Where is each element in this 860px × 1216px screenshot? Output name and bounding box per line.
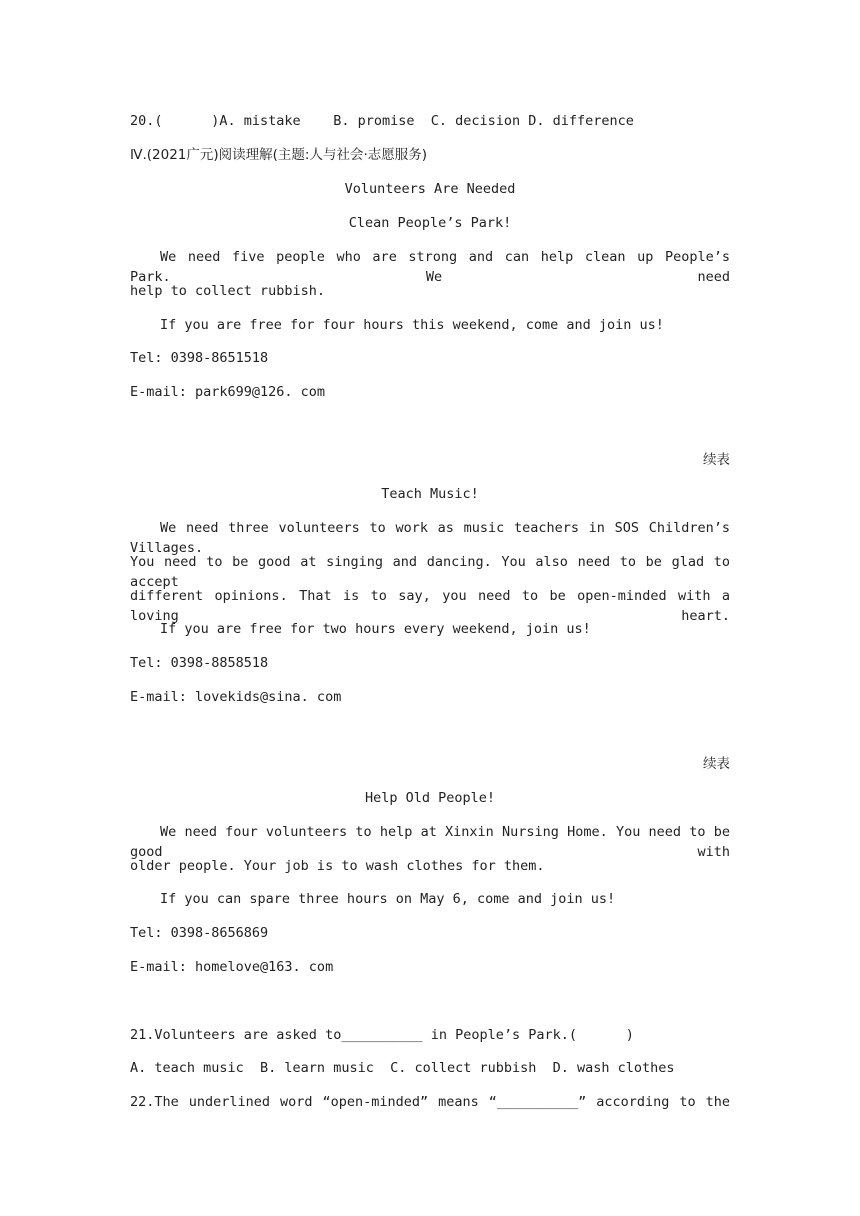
ad-3-email: E-mail: homelove@163. com bbox=[130, 959, 334, 975]
question-21-options: A. teach music B. learn music C. collect rubbish D. wash clothes bbox=[130, 1060, 675, 1076]
ad-1-email: E-mail: park699@126. com bbox=[130, 384, 326, 400]
ad-3-paragraph-line: We need four volunteers to help at Xinxin Nursing Home. You need to be good with bbox=[130, 824, 730, 860]
ad-1-paragraph-line: help to collect rubbish. bbox=[130, 283, 326, 299]
ad-1-tel: Tel: 0398-8651518 bbox=[130, 350, 269, 366]
question-21: 21.Volunteers are asked to__________ in People’s Park.( ) bbox=[130, 1027, 634, 1043]
continued-label: 续表 bbox=[703, 452, 730, 468]
ad-2-paragraph-line: different opinions. That is to say, you need to be open-minded with a loving heart. bbox=[130, 588, 730, 624]
ad-2-paragraph-line: You need to be good at singing and dancing. You also need to be glad to accept bbox=[130, 554, 730, 590]
ad-2-paragraph-2: If you are free for two hours every weekend, join us! bbox=[160, 621, 591, 637]
ad-2-tel: Tel: 0398-8858518 bbox=[130, 655, 269, 671]
ad-3-paragraph-2: If you can spare three hours on May 6, come and join us! bbox=[160, 891, 616, 907]
ad-2-paragraph-line: We need three volunteers to work as music teachers in SOS Children’s Villages. bbox=[130, 520, 730, 556]
ad-3-paragraph-line: older people. Your job is to wash clothes for them. bbox=[130, 858, 545, 874]
ad-2-email: E-mail: lovekids@sina. com bbox=[130, 689, 342, 705]
passage-main-title: Volunteers Are Needed bbox=[344, 181, 516, 197]
ad-1-paragraph-line: We need five people who are strong and can help clean up People’s Park. We need bbox=[130, 249, 730, 285]
section-4-heading: Ⅳ.(2021广元)阅读理解(主题:人与社会·志愿服务) bbox=[130, 147, 428, 163]
ad-3-tel: Tel: 0398-8656869 bbox=[130, 925, 269, 941]
ad-2-title: Teach Music! bbox=[381, 486, 479, 502]
ad-1-title: Clean People’s Park! bbox=[348, 215, 512, 231]
question-20: 20.( )A. mistake B. promise C. decision D. difference bbox=[130, 113, 634, 129]
question-22: 22.The underlined word “open-minded” means “__________” according to the bbox=[130, 1094, 730, 1110]
ad-1-paragraph-2: If you are free for four hours this weekend, come and join us! bbox=[160, 317, 664, 333]
ad-3-title: Help Old People! bbox=[364, 790, 496, 806]
continued-label: 续表 bbox=[703, 756, 730, 772]
